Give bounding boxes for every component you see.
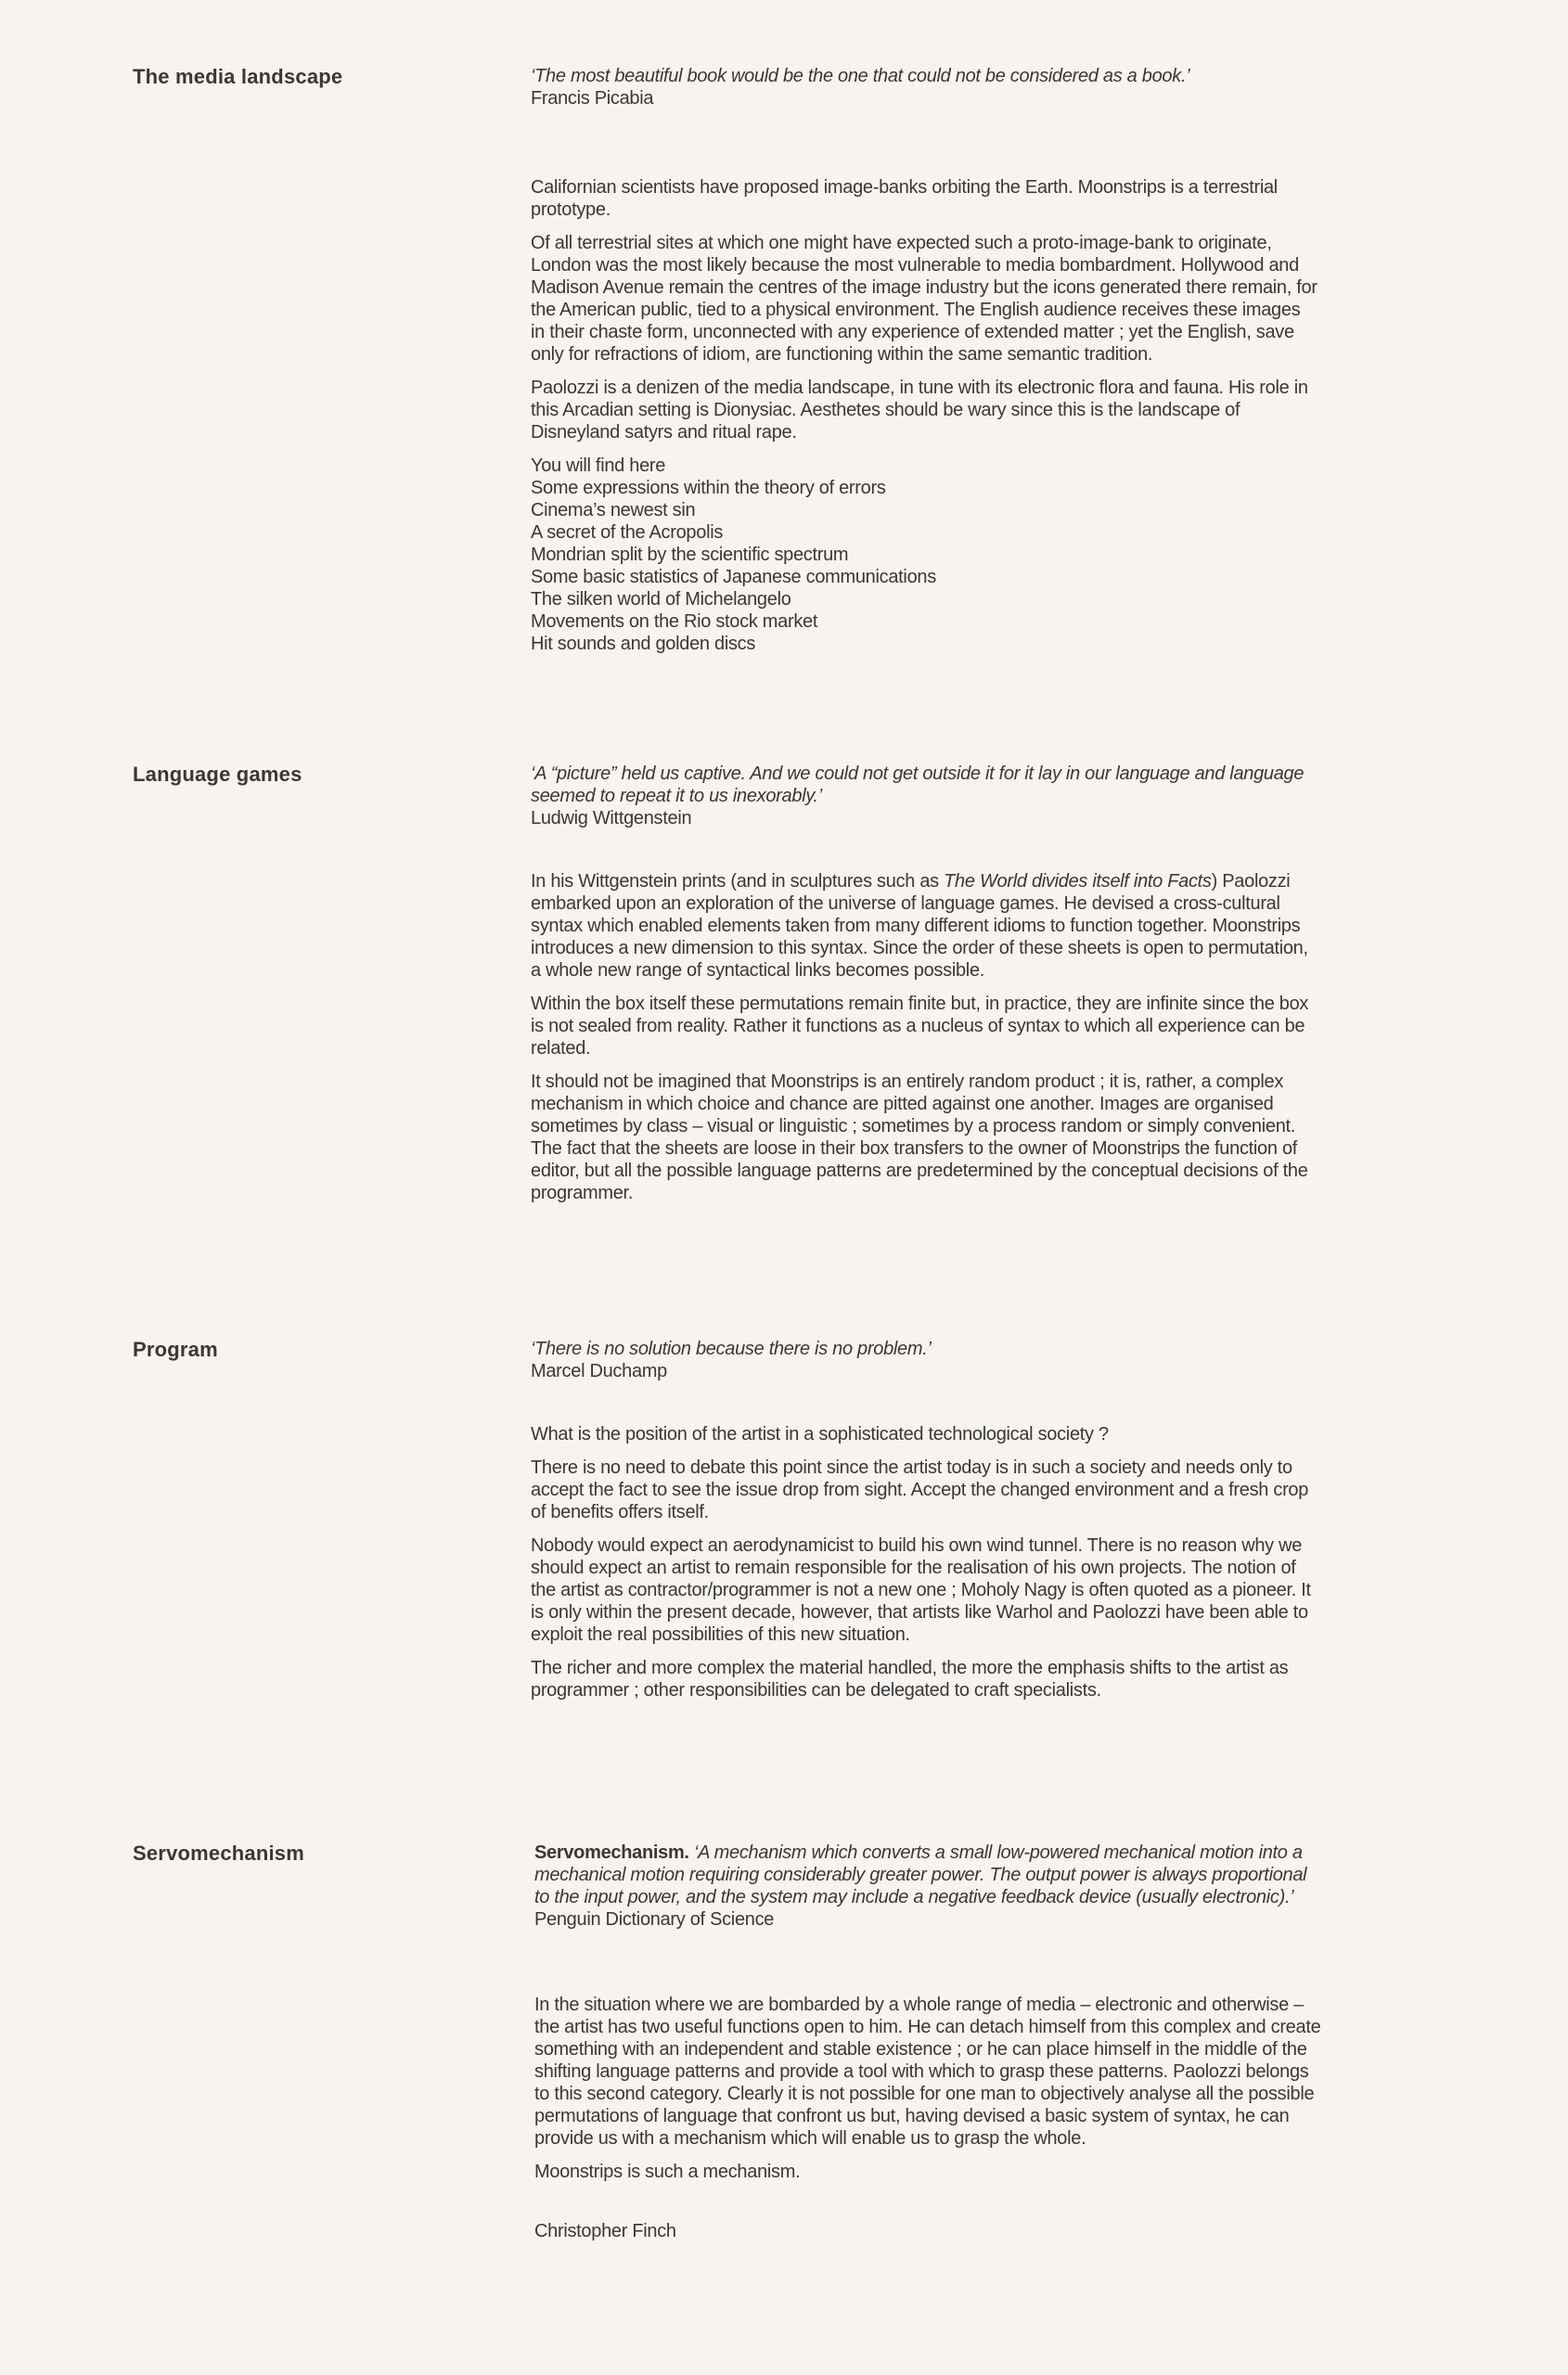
list-item: Hit sounds and golden discs (531, 634, 756, 654)
paragraph: Of all terrestrial sites at which one might have expected such a proto-image-bank to originate, London was the most likely because the most vulnerable to media bombardment. Hollywood and Madison Avenue remain the centres of the image industry but the icons generated there remain, for the American public, tied to a physical environment. The English audience receives these images in their chaste form, unconnected with any experience of extended matter ; yet the English, save only for refractions of idiom, are functioning within the same semantic tradition. (531, 233, 1317, 365)
section-heading: Program (133, 1338, 218, 1361)
artwork-title: The World divides itself into Facts (944, 871, 1212, 892)
paragraph: Californian scientists have proposed image-banks orbiting the Earth. Moonstrips is a terrestrial prototype. (531, 177, 1278, 220)
body-text (534, 1994, 1325, 2253)
list-item: Some expressions within the theory of errors (531, 478, 886, 498)
definition-text: ‘A mechanism which converts a small low-powered mechanical motion into a mechanical motion requiring considerably greater power. The output power is always proportional to the input power, and the system may include a negative feedback device (usually electronic).’ (534, 1842, 1307, 1907)
section-heading: Language games (133, 763, 302, 786)
epigraph-quote: ‘The most beautiful book would be the one that could not be considered as a book.’ (531, 66, 1190, 86)
section-heading: The media landscape (133, 65, 343, 88)
epigraph-author: Francis Picabia (531, 88, 654, 109)
list-item: Cinema’s newest sin (531, 500, 696, 520)
epigraph-author: Ludwig Wittgenstein (531, 808, 692, 828)
list-item: Mondrian split by the scientific spectrum (531, 545, 849, 565)
body-text (531, 870, 1317, 1215)
epigraph (531, 1338, 1317, 1382)
paragraph: Paolozzi is a denizen of the media landscape, in tune with its electronic flora and fauna. His role in this Arcadian setting is Dionysiac. Aesthetes should be wary since this is the landscape of Disneyland satyrs and ritual rape. (531, 378, 1308, 443)
epigraph-author: Penguin Dictionary of Science (534, 1909, 775, 1930)
signature: Christopher Finch (534, 2221, 676, 2241)
list-intro: You will find here (531, 456, 666, 476)
list-item: A secret of the Acropolis (531, 522, 724, 543)
defined-term: Servomechanism. (534, 1842, 689, 1863)
epigraph-author: Marcel Duchamp (531, 1361, 667, 1381)
epigraph-quote (534, 1842, 1314, 1908)
paragraph (531, 870, 1317, 982)
body-text (531, 1423, 1317, 1713)
list-item: The silken world of Michelangelo (531, 589, 791, 610)
body-text (531, 176, 1317, 655)
paragraph: What is the position of the artist in a sophisticated technological society ? (531, 1424, 1109, 1444)
epigraph-quote: ‘A “picture” held us captive. And we could not get outside it for it lay in our language and language seemed to repeat it to us inexorably.’ (531, 764, 1305, 806)
paragraph: Within the box itself these permutations remain finite but, in practice, they are infinite since the box is not sealed from reality. Rather it functions as a nucleus of syntax to which all experience can be related. (531, 994, 1309, 1059)
list-item: Movements on the Rio stock market (531, 611, 818, 632)
epigraph (531, 65, 1317, 109)
list-item: Some basic statistics of Japanese communications (531, 567, 936, 587)
paragraph: It should not be imagined that Moonstrips is an entirely random product ; it is, rather, a complex mechanism in which choice and chance are pitted against one another. Images are organised sometimes by class – visual or linguistic ; sometimes by a process random or simply convenient. The fact that the sheets are loose in their box transfers to the owner of Moonstrips the function of editor, but all the possible language patterns are predetermined by the conceptual decisions of the programmer. (531, 1072, 1308, 1203)
paragraph-text: ) Paolozzi embarked upon an exploration of the universe of language games. He devised a cross-cultural syntax which enabled elements taken from many different idioms to function together. Moonstrips introduces a new dimension to this syntax. Since the order of these sheets is open to permutation, a whole new range of syntactical links becomes possible. (531, 871, 1308, 981)
paragraph: The richer and more complex the material handled, the more the emphasis shifts to the artist as programmer ; other responsibilities can be delegated to craft specialists. (531, 1658, 1289, 1701)
paragraph: Moonstrips is such a mechanism. (534, 2162, 801, 2182)
epigraph (534, 1842, 1314, 1931)
paragraph: In the situation where we are bombarded by a whole range of media – electronic and otherwise – the artist has two useful functions open to him. He can detach himself from this complex and create something with an independent and stable existence ; or he can place himself in the middle of the shifting language patterns and provide a tool with which to grasp these patterns. Paolozzi belongs to this second category. Clearly it is not possible for one man to objectively analyse all the possible permutations of language that confront us but, having devised a basic system of syntax, he can provide us with a mechanism which will enable us to grasp the whole. (534, 1995, 1321, 2149)
paragraph: There is no need to debate this point since the artist today is in such a society and needs only to accept the fact to see the issue drop from sight. Accept the changed environment and a fresh crop of benefits offers itself. (531, 1457, 1309, 1522)
epigraph (531, 763, 1317, 829)
contents-list (531, 455, 1317, 655)
epigraph-quote: ‘There is no solution because there is no problem.’ (531, 1339, 932, 1359)
paragraph: Nobody would expect an aerodynamicist to build his own wind tunnel. There is no reason why we should expect an artist to remain responsible for the realisation of his own projects. The notion of the artist as contractor/programmer is not a new one ; Moholy Nagy is often quoted as a pioneer. It is only within the present decade, however, that artists like Warhol and Paolozzi have been able to exploit the real possibilities of this new situation. (531, 1535, 1311, 1645)
section-heading: Servomechanism (133, 1842, 304, 1865)
paragraph-text: In his Wittgenstein prints (and in sculptures such as (531, 871, 945, 892)
